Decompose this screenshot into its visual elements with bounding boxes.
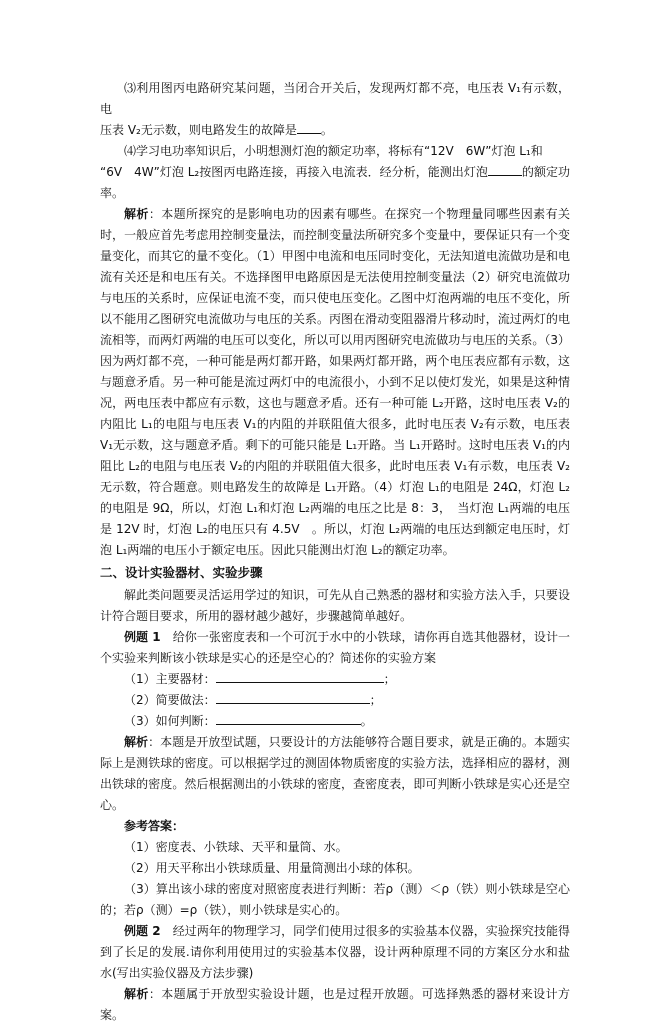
example-1-analysis: 解析：本题是开放型试题，只要设计的方法能够符合题目要求，就是正确的。本题实际上是测铁球的密度。可以根据学过的测固体物质密度的实验方法，选择相应的器材，测出铁球的密度。然后根据测出的小铁球的密度，查密度表，即可判断小铁球是实心还是空心。 [100,735,570,812]
analysis-paragraph: 解析：本题所探究的是影响电功的因素有哪些。在探究一个物理量同哪些因素有关时，一般应首先考虑用控制变量法，而控制变量法所研究多个变量中，要保证只有一个变量变化，而其它的量不变化。（1）甲图中电流和电压同时变化，无法知道电流做功是和电流有关还是和电压有关。不选择图甲电路原因是无法使用控制变量法（2）研究电流做功与电压的关系时，应保证电流不变，而只使电压变化。乙图中灯泡两端的电压不变化，所以不能用乙图研究电流做功与电压的关系。丙图在滑动变阻器滑片移动时，流过两灯的电流相等，而两灯两端的电压可以变化，所以可以用丙图研究电流做功与电压的关系。（3）因为两灯都不亮，一种可能是两灯都开路，如果两灯都开路，两个电压表应都有示数，这与题意矛盾。另一种可能是流过两灯中的电流很小，小到不足以使灯发光，如果是这种情况，两电压表中都应有示数，这也与题意矛盾。还有一种可能 L₂开路，这时电压表 V₂的内阻比 L₁的电阻与电压表 V₁的内阻的并联阻值大很多，此时电压表 V₂有示数，电压表 V₁无示数，这与题意矛盾。剩下的可能只能是 L₁开路。当 L₁开路时。这时电压表 V₁的内阻比 L₂的电阻与电压表 V₂的内阻的并联阻值大很多，此时电压表 V₁有示数，电压表 V₂无示数，符合题意。则电路发生的故障是 L₁开路。（4）灯泡 L₁的电阻是 24Ω，灯泡 L₂的电阻是 9Ω，所以，灯泡 L₁和灯泡 L₂两端的电压之比是 8：3， 当灯泡 L₁两端的电压是 12V 时，灯泡 L₂的电压只有 4.5V 。所以，灯泡 L₂两端的电压达到额定电压时，灯泡 L₁两端的电压小于额定电压。因此只能测出灯泡 L₂的额定功率。 [100,207,570,557]
example-1: 例题 1 给你一张密度表和一个可沉于水中的小铁球，请你再自选其他器材，设计一个实验来判断该小铁球是实心的还是空心的？简述你的实验方案 [100,630,570,665]
example-1-item-1: （1）主要器材： ； [100,669,570,690]
example-1-item-3: （3）如何判断： 。 [100,711,570,732]
analysis-label: 解析 [124,735,149,749]
answer-blank [216,690,370,704]
answer-item: （1）密度表、小铁球、天平和量筒、水。 [124,840,348,854]
reference-answer-label: 参考答案： [124,819,185,833]
question-3: ⑶利用图丙电路研究某问题，当闭合开关后，发现两灯都不亮，电压表 V₁有示数，电 压表 V₂无示数，则电路发生的故障是 。 [100,81,570,137]
answer-item: （2）用天平称出小铁球质量、用量筒测出小球的体积。 [124,861,420,875]
section-intro: 解此类问题要灵活运用学过的知识，可先从自己熟悉的器材和实验方法入手，只要设计符合题目要求，所用的器材越少越好，步骤越简单越好。 [100,588,570,623]
example-1-item-2: （2）简要做法： ； [100,690,570,711]
analysis-label: 解析 [124,207,149,221]
answer-blank [488,162,522,176]
example-2-analysis: 解析：本题属于开放型实验设计题，也是过程开放题。可选择熟悉的器材来设计方案。 [100,987,570,1022]
answer-blank [297,120,321,134]
answer-blank [216,669,384,683]
example-label: 例题 2 [124,924,161,938]
section-heading: 二、设计实验器材、实验步骤 [100,565,263,580]
question-4: ⑷学习电功率知识后，小明想测灯泡的额定功率，将标有“12V 6W”灯泡 L₁和 “6V 4W”灯泡 L₂按图丙电路连接，再接入电流表．经分析，能测出灯泡 的额定功率。 [100,144,570,200]
answer-blank [216,711,361,725]
example-label: 例题 1 [124,630,161,644]
document-body [100,78,570,1026]
example-2: 例题 2 经过两年的物理学习，同学们使用过很多的实验基本仪器，实验探究技能得到了长足的发展.请你利用使用过的实验基本仪器，设计两种原理不同的方案区分水和盐水(写出实验仪器及方法步骤) [100,924,570,980]
analysis-label: 解析 [124,987,149,1001]
answer-item: （3）算出该小球的密度对照密度表进行判断：若ρ（测）＜ρ（铁）则小铁球是空心的；若ρ（测）=ρ（铁），则小铁球是实心的。 [100,882,570,917]
